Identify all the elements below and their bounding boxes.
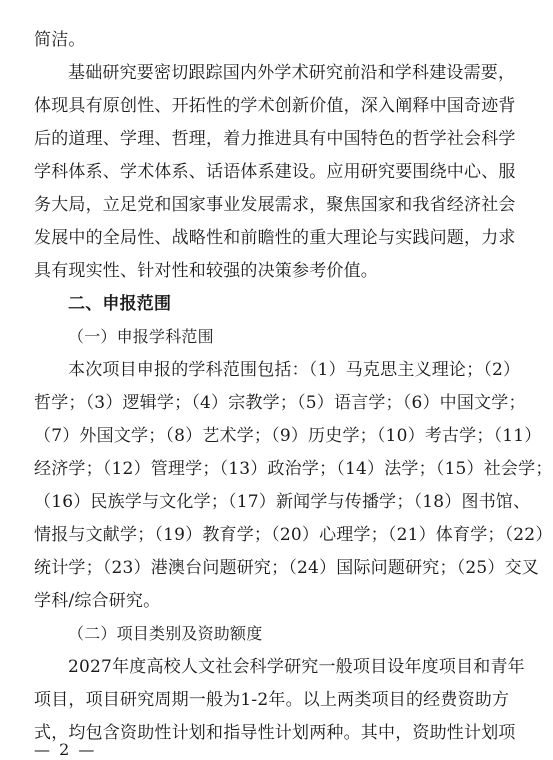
paragraph-line: 哲学；（3）逻辑学；（4）宗教学；（5）语言学；（6）中国文学； bbox=[34, 393, 526, 413]
paragraph-line: 简洁。 bbox=[34, 30, 86, 50]
paragraph-line: 后的道理、学理、哲理，着力推进具有中国特色的哲学社会科学 bbox=[34, 129, 516, 149]
paragraph-line: （7）外国文学；（8）艺术学；（9）历史学；（10）考古学；（11） bbox=[34, 426, 542, 446]
paragraph-line: 统计学；（23）港澳台问题研究；（24）国际问题研究；（25）交叉 bbox=[34, 558, 539, 578]
section-heading: 二、申报范围 bbox=[68, 294, 172, 314]
paragraph-line: 情报与文献学；（19）教育学；（20）心理学；（21）体育学；（22） bbox=[34, 525, 553, 545]
subsection-heading: （一）申报学科范围 bbox=[68, 327, 214, 346]
paragraph-line: 项目，项目研究周期一般为1-2年。以上两类项目的经费资助方 bbox=[34, 690, 510, 710]
paragraph-line: 学科体系、学术体系、话语体系建设。应用研究要围绕中心、服 bbox=[34, 162, 516, 182]
paragraph-line: 发展中的全局性、战略性和前瞻性的重大理论与实践问题，力求 bbox=[34, 228, 516, 248]
paragraph-line: 经济学；（12）管理学；（13）政治学；（14）法学；（15）社会学； bbox=[34, 459, 553, 479]
paragraph-line: 基础研究要密切跟踪国内外学术研究前沿和学科建设需要， bbox=[68, 63, 516, 83]
paragraph-line: 务大局，立足党和国家事业发展需求，聚焦国家和我省经济社会 bbox=[34, 195, 516, 215]
paragraph-line: 本次项目申报的学科范围包括：（1）马克思主义理论；（2） bbox=[68, 360, 521, 380]
page-number: — 2 — bbox=[34, 740, 97, 759]
paragraph-line: 式，均包含资助性计划和指导性计划两种。其中，资助性计划项 bbox=[34, 723, 516, 743]
paragraph-line: 学科/综合研究。 bbox=[34, 591, 161, 611]
paragraph-line: （16）民族学与文化学；（17）新闻学与传播学；（18）图书馆、 bbox=[34, 492, 531, 512]
paragraph-line: 2027年度高校人文社会科学研究一般项目设年度项目和青年 bbox=[68, 657, 525, 677]
paragraph-line: 具有现实性、针对性和较强的决策参考价值。 bbox=[34, 261, 378, 281]
subsection-heading: （二）项目类别及资助额度 bbox=[68, 624, 263, 643]
paragraph-line: 体现具有原创性、开拓性的学术创新价值，深入阐释中国奇迹背 bbox=[34, 96, 516, 116]
